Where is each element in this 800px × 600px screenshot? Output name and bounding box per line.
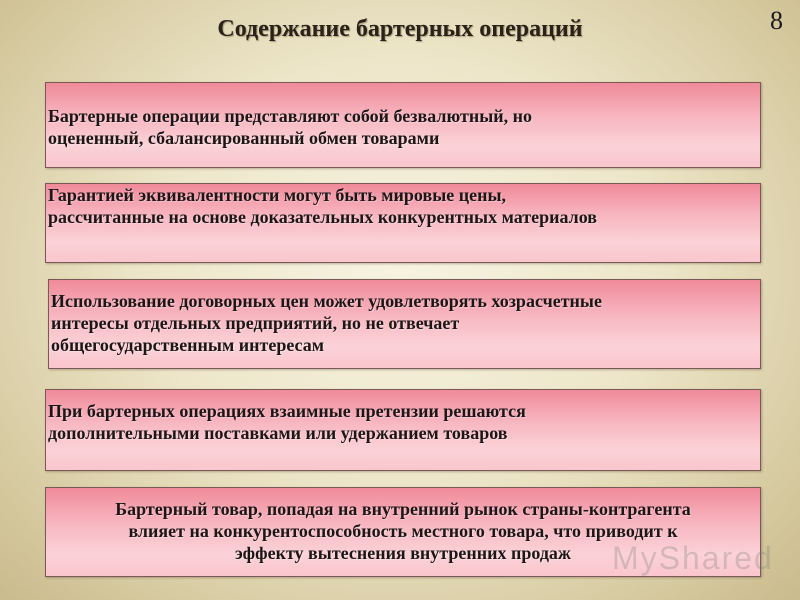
watermark-logo: MyShared: [612, 540, 774, 576]
box-text-line: При бартерных операциях взаимные претензии решаются: [48, 401, 526, 421]
box-text-line: общегосударственным интересам: [51, 335, 325, 355]
content-box-barter-definition: [45, 82, 761, 168]
box-text-line: Гарантией эквивалентности могут быть мировые цены,: [48, 185, 507, 205]
box-text-line: Бартерные операции представляют собой безвалютный, но: [48, 106, 532, 126]
box-text-line: Использование договорных цен может удовлетворять хозрасчетные: [51, 291, 602, 311]
box-text-line: рассчитанные на основе доказательных конкурентных материалов: [48, 207, 598, 227]
slide-title: Содержание бартерных операций: [217, 16, 583, 42]
content-box-domestic-market-effect: [45, 487, 761, 577]
box-text-line: эффекту вытеснения внутренних продаж: [235, 543, 571, 563]
box-text-line: интересы отдельных предприятий, но не отвечает: [51, 313, 460, 333]
content-box-mutual-claims: [45, 389, 761, 471]
box-text-line: Бартерный товар, попадая на внутренний рынок страны-контрагента: [115, 499, 691, 519]
page-number: 8: [770, 6, 783, 35]
content-box-contract-prices: [48, 279, 761, 369]
box-text-line: дополнительными поставками или удержанием товаров: [48, 423, 508, 443]
content-box-equivalence-guarantee: [45, 183, 761, 263]
box-text-line: оцененный, сбалансированный обмен товарами: [48, 128, 440, 148]
box-text-line: влияет на конкурентоспособность местного товара, что приводит к: [128, 521, 678, 541]
